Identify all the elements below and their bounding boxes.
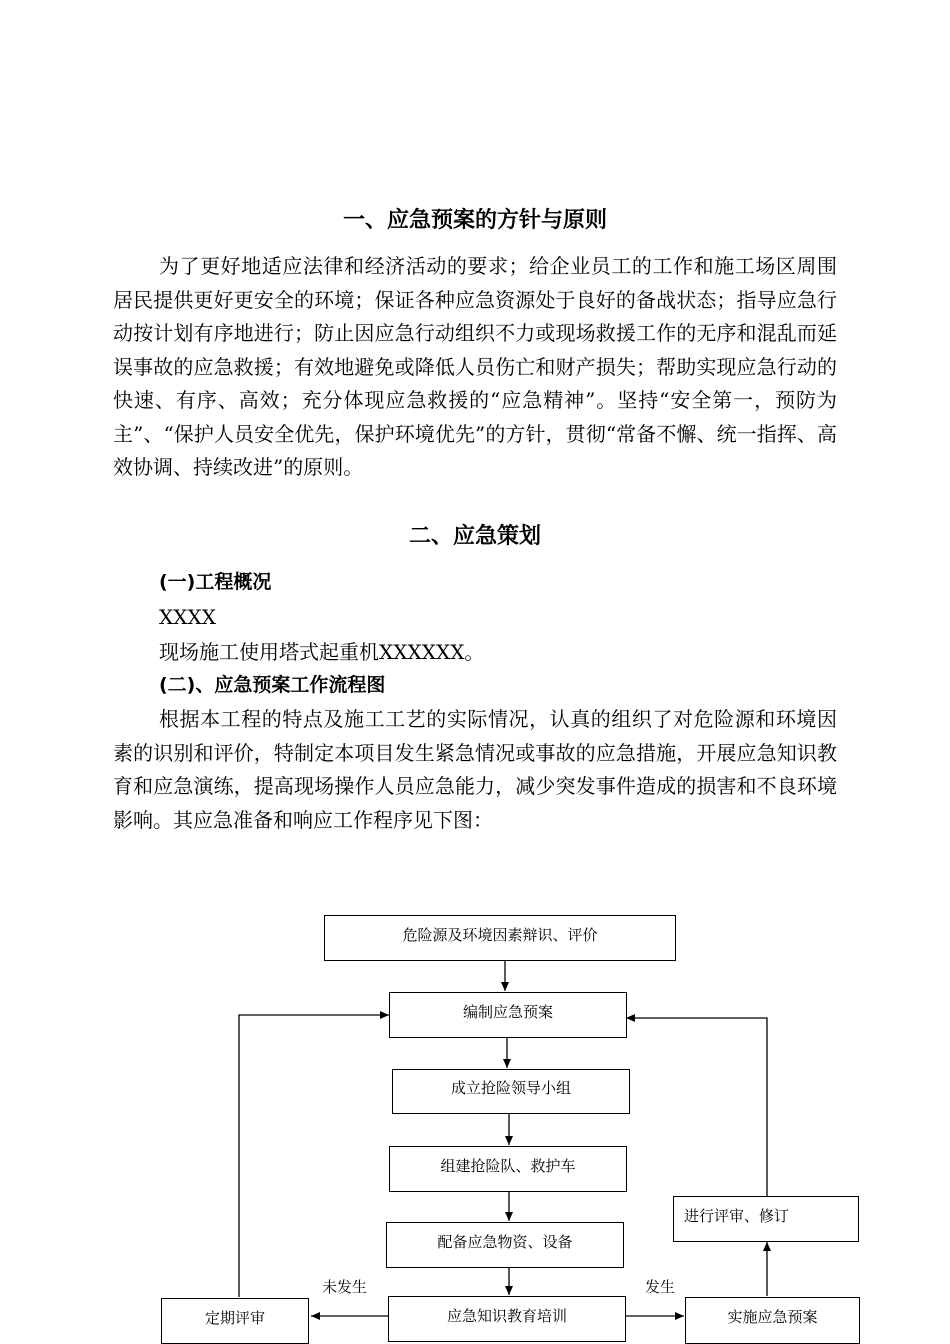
box-periodic-review: 定期评审 — [161, 1298, 309, 1344]
arrow-periodic-to-compile — [239, 1015, 389, 1297]
arrow-review-to-compile — [626, 1018, 767, 1196]
box-supplies: 配备应急物资、设备 — [386, 1222, 624, 1268]
box-training: 应急知识教育培训 — [388, 1296, 626, 1342]
sub2-body: 根据本工程的特点及施工工艺的实际情况，认真的组织了对危险源和环境因素的识别和评价，特制定本项目发生紧急情况或事故的应急措施，开展应急知识教育和应急演练，提高现场操作人员应急能力，减少突发事件造成的损害和不良环境影响。其应急准备和响应工作程序见下图： — [113, 707, 837, 832]
sub1-heading: (一)工程概况 — [159, 571, 272, 593]
project-name: XXXX — [159, 605, 216, 629]
crane-info: 现场施工使用塔式起重机XXXXXX。 — [159, 640, 485, 664]
label-occurred: 发生 — [645, 1278, 676, 1296]
box-review-revise: 进行评审、修订 — [673, 1196, 859, 1242]
box-compile-plan: 编制应急预案 — [389, 992, 627, 1038]
box-hazard-identification: 危险源及环境因素辩识、评价 — [324, 915, 676, 961]
box-rescue-team: 组建抢险队、救护车 — [389, 1146, 627, 1192]
section1-body: 为了更好地适应法律和经济活动的要求；给企业员工的工作和施工场区周围居民提供更好更安全的环境；保证各种应急资源处于良好的备战状态；指导应急行动按计划有序地进行；防止因应急行动组织不力或现场救援工作的无序和混乱而延误事故的应急救援；有效地避免或降低人员伤亡和财产损失；帮助实现应急行动的快速、有序、高效；充分体现应急救援的“应急精神”。坚持“安全第一，预防为主”、“保护人员安全优先，保护环境优先”的方针，贯彻“常备不懈、统一指挥、高效协调、持续改进”的原则。 — [113, 254, 837, 479]
section1-title: 一、应急预案的方针与原则 — [342, 208, 607, 233]
label-not-occurred: 未发生 — [322, 1278, 368, 1296]
sub2-heading: (二)、应急预案工作流程图 — [159, 674, 386, 696]
section2-title: 二、应急策划 — [408, 524, 541, 549]
box-implement-plan: 实施应急预案 — [685, 1297, 860, 1344]
box-leadership-group: 成立抢险领导小组 — [392, 1069, 630, 1114]
